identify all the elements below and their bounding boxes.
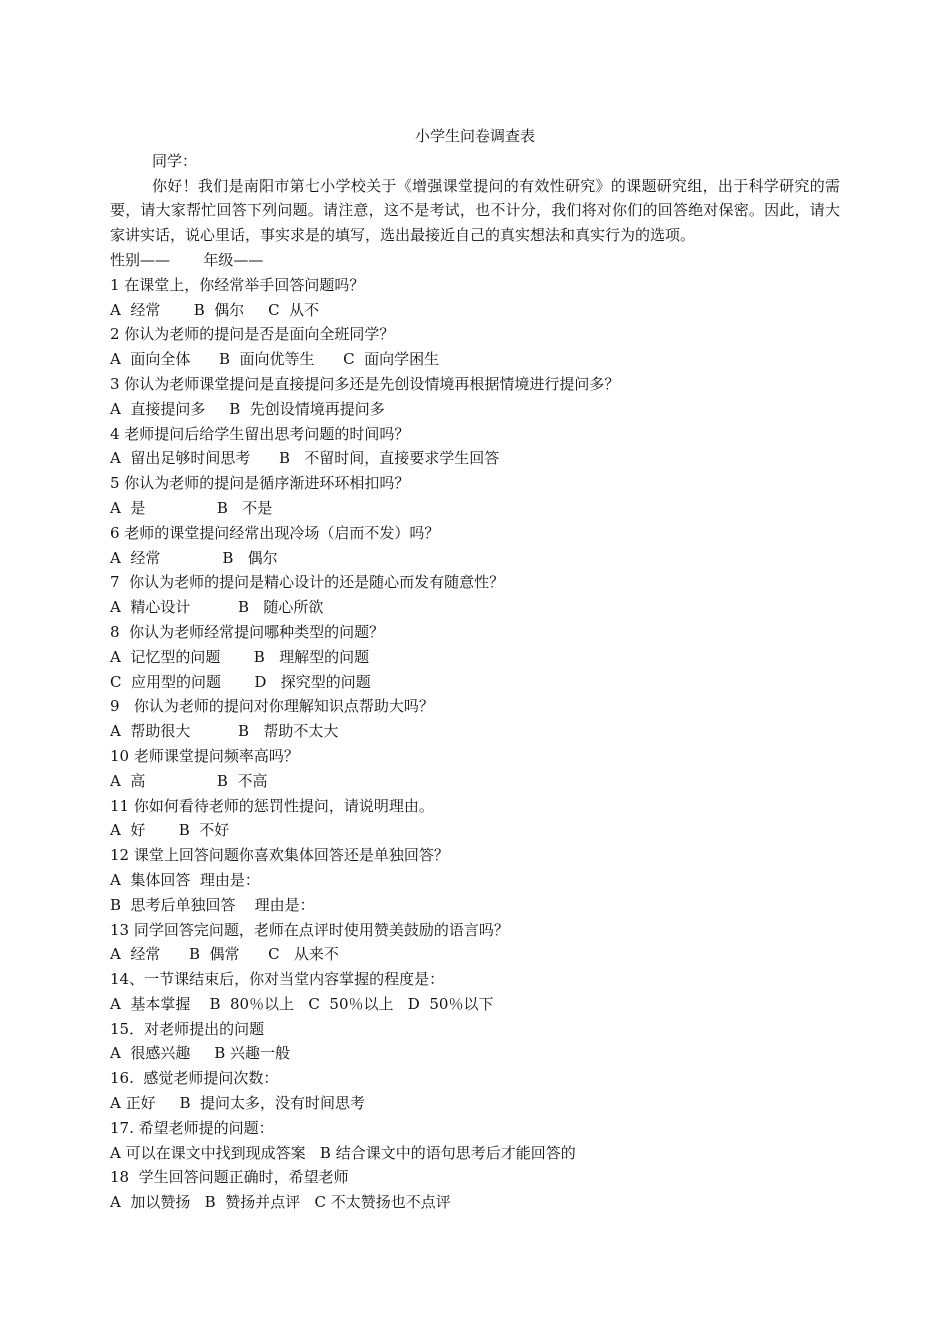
question-10: 10 老师课堂提问频率高吗？ xyxy=(110,746,299,765)
question-2-options: A 面向全体 B 面向优等生 C 面向学困生 xyxy=(110,350,440,369)
question-18-options: A 加以赞扬 B 赞扬并点评 C 不太赞扬也不点评 xyxy=(110,1193,451,1212)
question-7: 7 你认为老师的提问是精心设计的还是随心而发有随意性？ xyxy=(110,573,505,592)
question-8-options-ab: A 记忆型的问题 B 理解型的问题 xyxy=(110,647,370,666)
question-4: 4 老师提问后给学生留出思考问题的时间吗？ xyxy=(110,424,410,443)
question-4-options: A 留出足够时间思考 B 不留时间，直接要求学生回答 xyxy=(110,449,500,468)
question-16: 16. 感觉老师提问次数： xyxy=(110,1069,279,1088)
gender-grade-fields: 性别—— 年级—— xyxy=(110,250,264,269)
question-12: 12 课堂上回答问题你喜欢集体回答还是单独回答？ xyxy=(110,846,449,865)
question-17-options: A 可以在课文中找到现成答案 B 结合课文中的语句思考后才能回答的 xyxy=(110,1143,576,1162)
question-2: 2 你认为老师的提问是否是面向全班同学？ xyxy=(110,325,395,344)
question-12-option-a: A 集体回答 理由是： xyxy=(110,870,260,889)
question-11: 11 你如何看待老师的惩罚性提问，请说明理由。 xyxy=(110,796,434,815)
question-1: 1 在课堂上，你经常举手回答问题吗？ xyxy=(110,275,365,294)
question-13: 13 同学回答完问题，老师在点评时使用赞美鼓励的语言吗？ xyxy=(110,920,509,939)
question-15-options: A 很感兴趣 B 兴趣一般 xyxy=(110,1044,291,1063)
question-10-options: A 高 B 不高 xyxy=(110,771,268,790)
question-5-options: A 是 B 不是 xyxy=(110,498,273,517)
question-15: 15．对老师提出的问题 xyxy=(110,1019,265,1038)
question-8-options-cd: C 应用型的问题 D 探究型的问题 xyxy=(110,672,371,691)
question-6-options: A 经常 B 偶尔 xyxy=(110,548,278,567)
question-9: 9 你认为老师的提问对你理解知识点帮助大吗？ xyxy=(110,697,434,716)
question-7-options: A 精心设计 B 随心所欲 xyxy=(110,598,324,617)
question-18: 18 学生回答问题正确时，希望老师 xyxy=(110,1168,349,1187)
question-6: 6 老师的课堂提问经常出现冷场（启而不发）吗？ xyxy=(110,523,440,542)
question-11-options: A 好 B 不好 xyxy=(110,821,230,840)
question-8: 8 你认为老师经常提问哪种类型的问题？ xyxy=(110,622,385,641)
question-14-options: A 基本掌握 B 80％以上 C 50％以上 D 50％以下 xyxy=(110,994,494,1013)
salutation: 同学： xyxy=(152,151,198,170)
question-3: 3 你认为老师课堂提问是直接提问多还是先创设情境再根据情境进行提问多？ xyxy=(110,374,620,393)
question-17: 17. 希望老师提的问题： xyxy=(110,1118,274,1137)
intro-paragraph: 你好！我们是南阳市第七小学校关于《增强课堂提问的有效性研究》的课题研究组，出于科学研究的需要，请大家帮忙回答下列问题。请注意，这不是考试，也不计分，我们将对你们的回答绝对保密。因此，请大家讲实话，说心里话，事实求是的填写，选出最接近自己的真实想法和真实行为的选项。 xyxy=(110,176,840,245)
question-16-options: A 正好 B 提问太多，没有时间思考 xyxy=(110,1094,366,1113)
questionnaire-document xyxy=(110,124,840,1215)
question-9-options: A 帮助很大 B 帮助不太大 xyxy=(110,722,339,741)
question-13-options: A 经常 B 偶常 C 从来不 xyxy=(110,945,339,964)
document-title: 小学生问卷调查表 xyxy=(414,127,535,145)
question-1-options: A 经常 B 偶尔 C 从不 xyxy=(110,300,320,319)
question-3-options: A 直接提问多 B 先创设情境再提问多 xyxy=(110,399,385,418)
question-5: 5 你认为老师的提问是循序渐进环环相扣吗？ xyxy=(110,474,410,493)
question-list xyxy=(110,273,840,1215)
question-12-option-b: B 思考后单独回答 理由是： xyxy=(110,895,315,914)
question-14: 14、一节课结束后，你对当堂内容掌握的程度是： xyxy=(110,970,445,989)
